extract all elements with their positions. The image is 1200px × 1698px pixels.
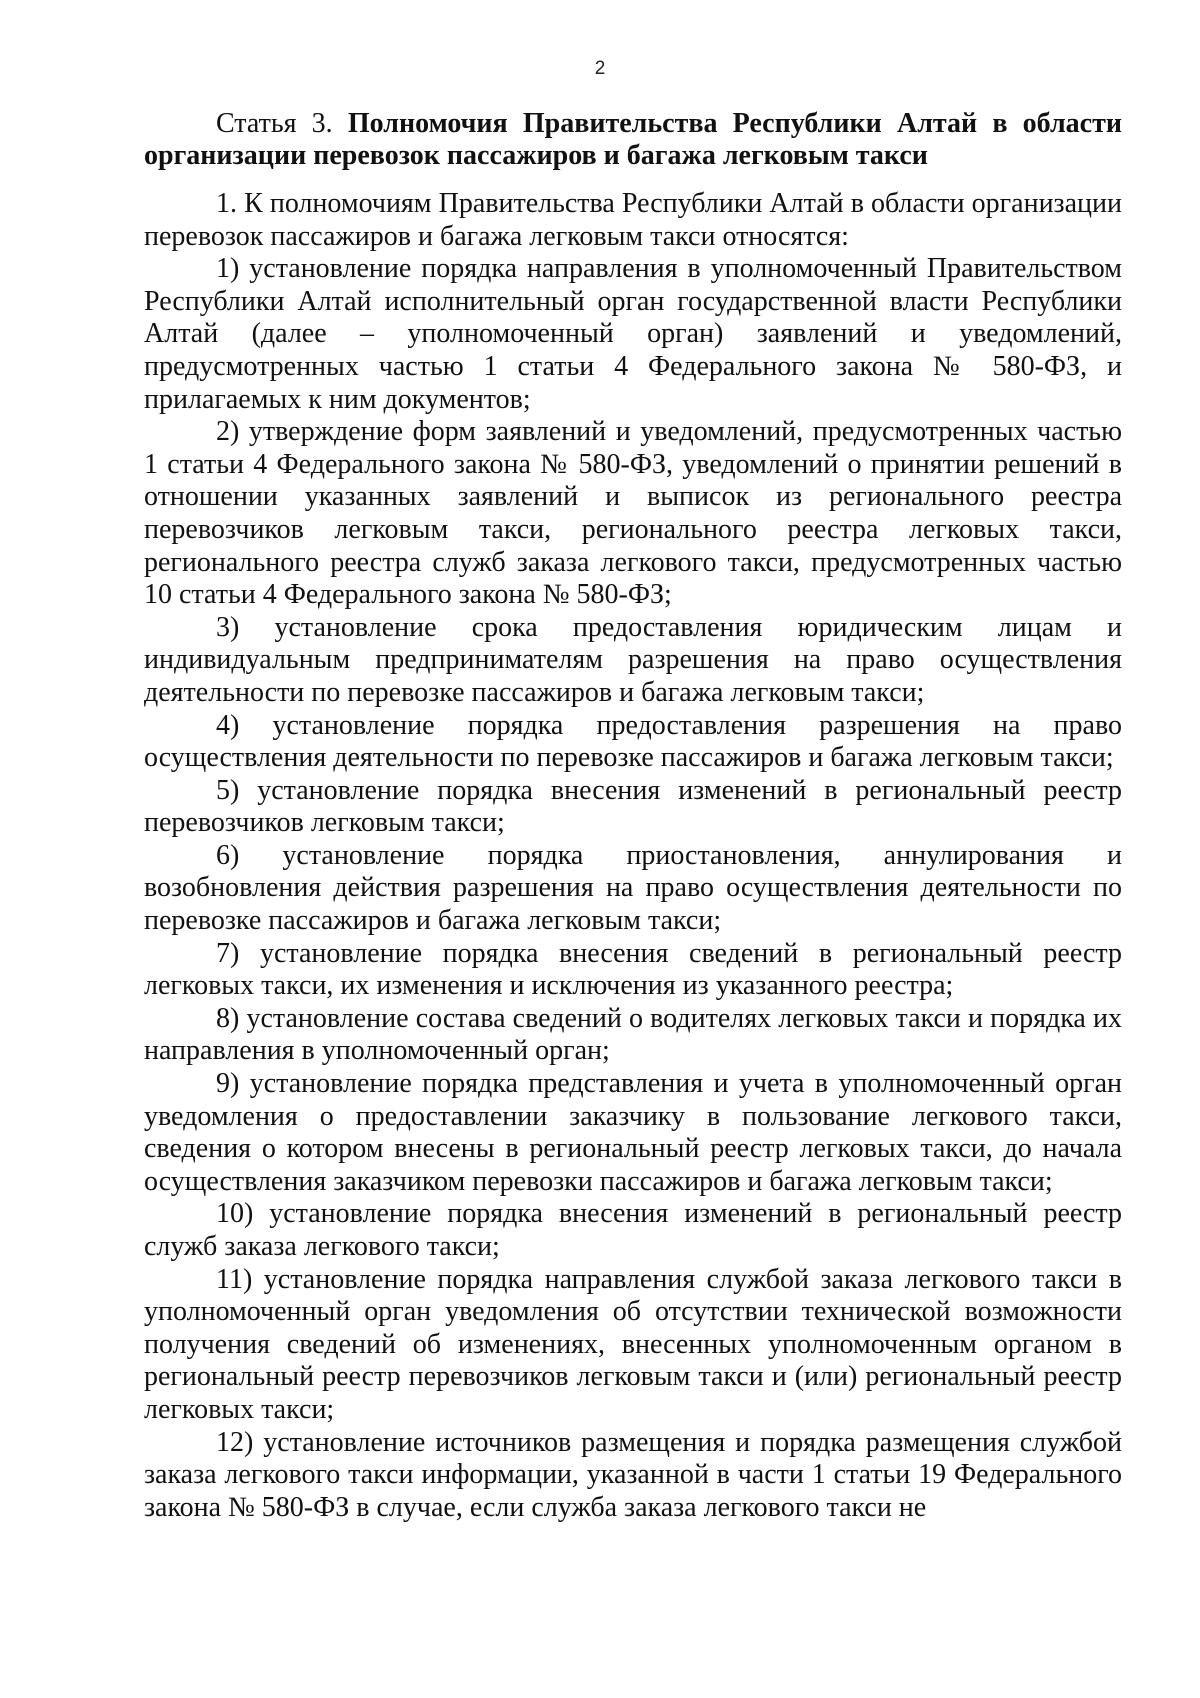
paragraph-item-2: 2) утверждение форм заявлений и уведомлений, предусмотренных частью 1 статьи 4 Федерального закона № 580-ФЗ, уведомлений о принятии решений в отношении указанных заявлений и выписок из регионального реестра перевозчиков легковым такси, регионального реестра легковых такси, регионального реестра служб заказа легкового такси, предусмотренных частью 10 статьи 4 Федерального закона № 580-ФЗ; <box>144 416 1122 611</box>
article-label: Статья 3. <box>216 108 333 139</box>
paragraph-item-11: 11) установление порядка направления службой заказа легкового такси в уполномоченный орган уведомления об отсутствии технической возможности получения сведений об изменениях, внесенных уполномоченным органом в региональный реестр перевозчиков легковым такси и (или) региональный реестр легковых такси; <box>144 1263 1122 1425</box>
paragraph-intro: 1. К полномочиям Правительства Республики Алтай в области организации перевозок пассажиров и багажа легковым такси относятся: <box>144 188 1122 252</box>
paragraph-item-7: 7) установление порядка внесения сведений в региональный реестр легковых такси, их изменения и исключения из указанного реестра; <box>144 937 1122 1002</box>
page-number: 2 <box>594 58 606 79</box>
article-heading <box>144 108 1122 172</box>
paragraph-item-1: 1) установление порядка направления в уполномоченный Правительством Республики Алтай исполнительный орган государственной власти Республики Алтай (далее – уполномоченный орган) заявлений и уведомлений, предусмотренных частью 1 статьи 4 Федерального закона № 580-ФЗ, и прилагаемых к ним документов; <box>144 253 1122 415</box>
paragraph-item-9: 9) установление порядка представления и учета в уполномоченный орган уведомления о предоставлении заказчику в пользование легкового такси, сведения о котором внесены в региональный реестр легковых такси, до начала осуществления заказчиком перевозки пассажиров и багажа легковым такси; <box>144 1068 1122 1197</box>
paragraph-item-10: 10) установление порядка внесения изменений в региональный реестр служб заказа легкового такси; <box>144 1198 1122 1262</box>
document-body <box>144 108 1122 1524</box>
paragraph-item-12: 12) установление источников размещения и порядка размещения службой заказа легкового такси информации, указанной в части 1 статьи 19 Федерального закона № 580-ФЗ в случае, если служба заказа легкового такси не <box>144 1426 1122 1523</box>
paragraph-item-8: 8) установление состава сведений о водителях легковых такси и порядка их направления в уполномоченный орган; <box>144 1002 1122 1067</box>
article-title: Полномочия Правительства Республики Алтай в области организации перевозок пассажиров и багажа легковым такси <box>144 108 1122 171</box>
paragraph-item-6: 6) установление порядка приостановления, аннулирования и возобновления действия разрешения на право осуществления деятельности по перевозке пассажиров и багажа легковым такси; <box>144 839 1122 937</box>
paragraph-item-5: 5) установление порядка внесения изменений в региональный реестр перевозчиков легковым такси; <box>144 774 1122 839</box>
paragraph-item-4: 4) установление порядка предоставления разрешения на право осуществления деятельности по перевозке пассажиров и багажа легковым такси; <box>144 709 1122 774</box>
paragraph-item-3: 3) установление срока предоставления юридическим лицам и индивидуальным предпринимателям разрешения на право осуществления деятельности по перевозке пассажиров и багажа легковым такси; <box>144 611 1122 708</box>
